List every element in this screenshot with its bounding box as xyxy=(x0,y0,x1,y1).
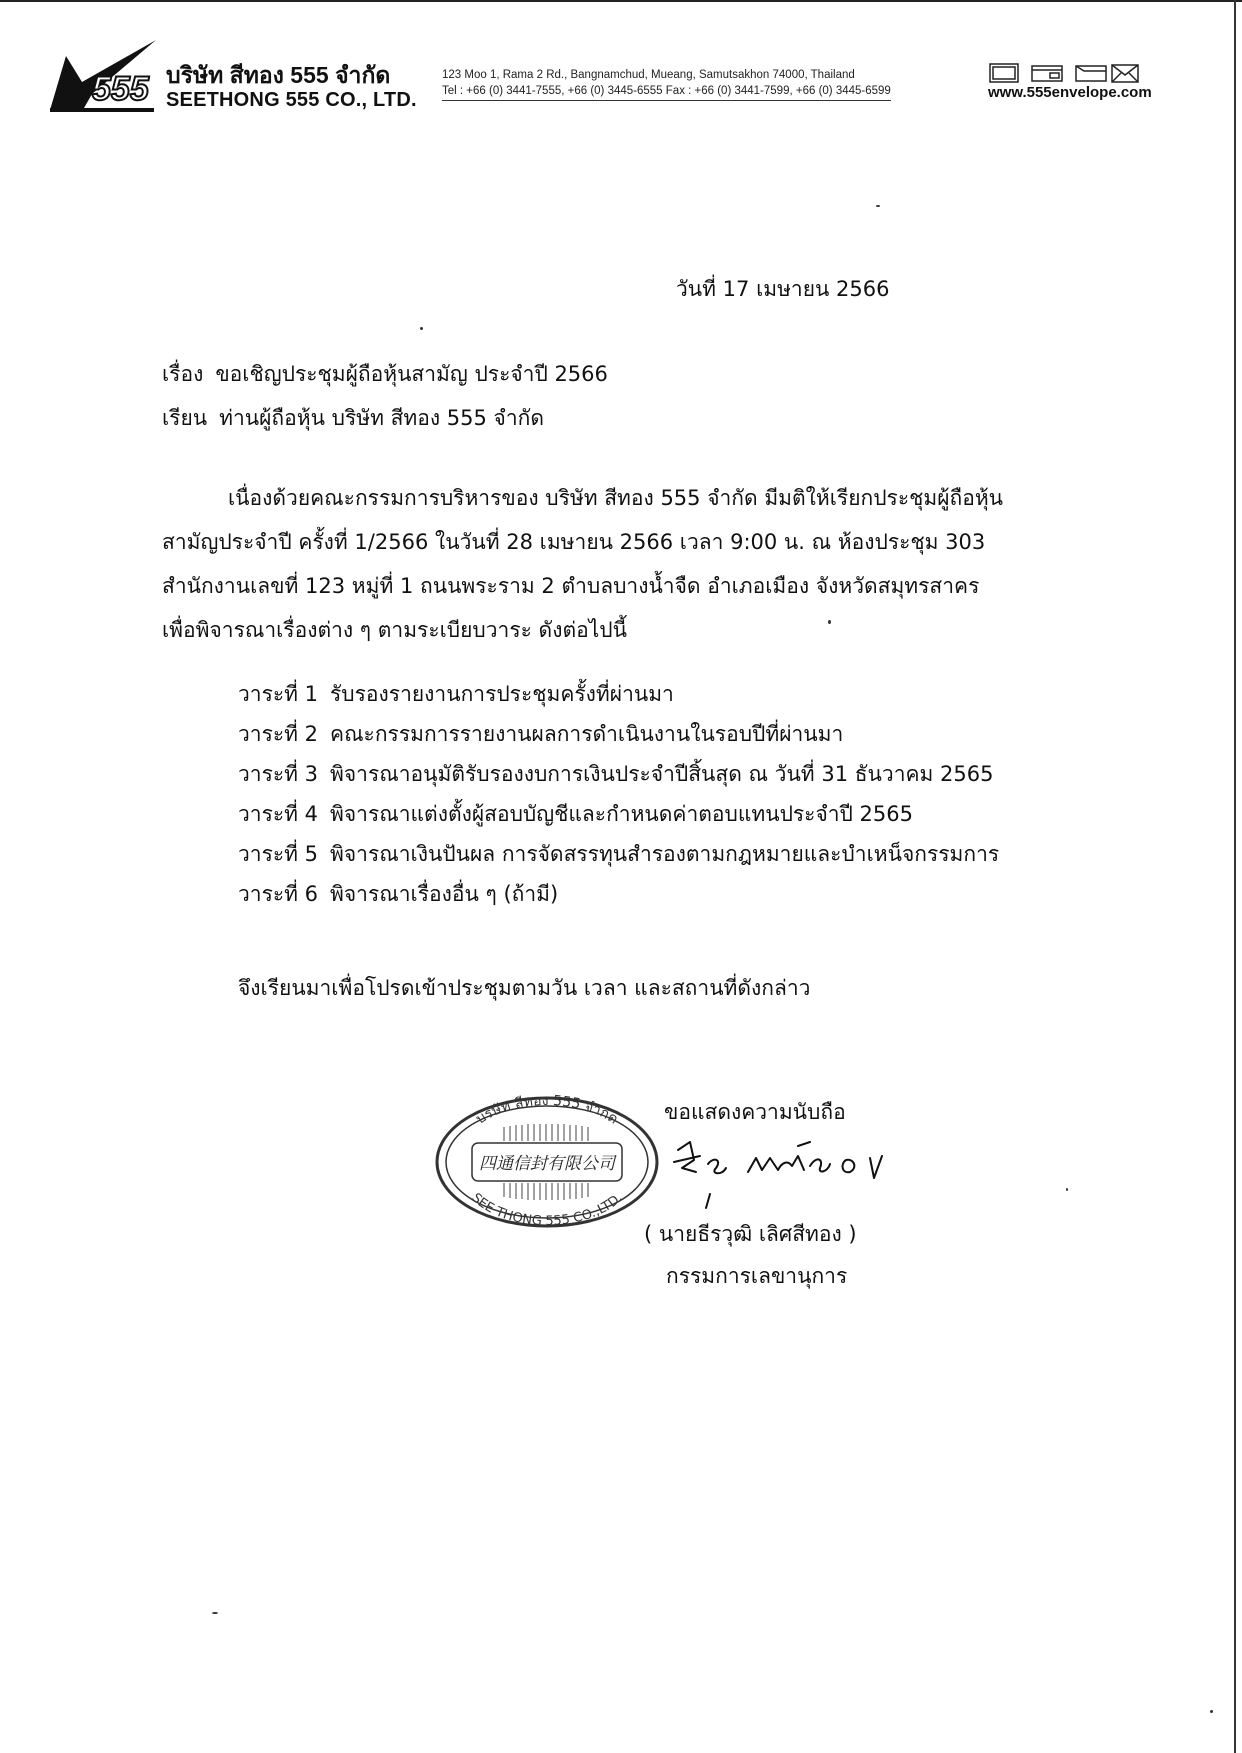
seal-text-english: SEE THONG 555 CO.,LTD. xyxy=(468,1190,626,1230)
agenda-text: พิจารณาเรื่องอื่น ๆ (ถ้ามี) xyxy=(330,882,559,906)
envelope-outline-icon xyxy=(990,64,1018,82)
subject-label: เรื่อง xyxy=(162,362,204,386)
svg-text:บริษัท สีทอง 555 จำกัด xyxy=(473,1093,621,1128)
paragraph-line: สามัญประจำปี ครั้งที่ 1/2566 ในวันที่ 28 เมษายน 2566 เวลา 9:00 น. ณ ห้องประชุม 303 xyxy=(162,530,986,554)
agenda-number: วาระที่ 2 xyxy=(238,722,319,746)
agenda-item xyxy=(238,798,913,831)
agenda-number: วาระที่ 3 xyxy=(238,762,319,786)
scan-speck xyxy=(1210,1710,1213,1713)
envelope-icons xyxy=(988,61,1140,85)
agenda-number: วาระที่ 1 xyxy=(238,682,319,706)
agenda-item xyxy=(238,718,843,751)
agenda-item xyxy=(238,758,994,791)
svg-text:SEE THONG 555 CO.,LTD. xyxy=(468,1191,625,1229)
scan-speck xyxy=(212,1612,218,1614)
seal-text-chinese: 四通信封有限公司 xyxy=(479,1154,615,1174)
signer-name: ( นายธีรวุฒิ เลิศสีทอง ) xyxy=(644,1222,857,1246)
agenda-text: คณะกรรมการรายงานผลการดำเนินงานในรอบปีที่ผ่านมา xyxy=(330,722,844,746)
agenda-item xyxy=(238,878,558,911)
regards-text: ขอแสดงความนับถือ xyxy=(664,1100,846,1124)
signer-position: กรรมการเลขานุการ xyxy=(666,1264,848,1288)
letter-date: วันที่ 17 เมษายน 2566 xyxy=(676,277,890,301)
scan-speck xyxy=(1066,1188,1068,1191)
envelope-flap-icon xyxy=(1076,66,1106,81)
paragraph-line: เพื่อพิจารณาเรื่องต่าง ๆ ตามระเบียบวาระ ดังต่อไปนี้ xyxy=(162,618,627,642)
paragraph-line: เนื่องด้วยคณะกรรมการบริหารของ บริษัท สีทอง 555 จำกัด มีมติให้เรียกประชุมผู้ถือหุ้น xyxy=(228,486,1004,510)
agenda-number: วาระที่ 6 xyxy=(238,882,319,906)
scan-edge-top xyxy=(0,0,1242,2)
agenda-text: พิจารณาเงินปันผล การจัดสรรทุนสำรองตามกฎหมายและบำเหน็จกรรมการ xyxy=(330,842,1000,866)
envelope-mail-icon xyxy=(1112,65,1138,82)
company-contact xyxy=(442,67,975,101)
envelope-window-icon xyxy=(1032,66,1062,81)
company-phone-fax: Tel : +66 (0) 3441-7555, +66 (0) 3445-6555 Fax : +66 (0) 3441-7599, +66 (0) 3445-6599 xyxy=(442,83,891,101)
salutation-text: ท่านผู้ถือหุ้น บริษัท สีทอง 555 จำกัด xyxy=(219,406,544,430)
scan-speck xyxy=(876,205,880,207)
agenda-number: วาระที่ 5 xyxy=(238,842,319,866)
letter-subject xyxy=(162,358,608,391)
svg-text:555: 555 xyxy=(92,70,149,108)
company-name xyxy=(166,62,417,112)
scan-speck xyxy=(828,620,831,624)
company-logo xyxy=(48,38,160,114)
paragraph-line: สำนักงานเลขที่ 123 หมู่ที่ 1 ถนนพระราม 2 ตำบลบางน้ำจืด อำเภอเมือง จังหวัดสมุทรสาคร xyxy=(162,574,980,598)
seal-text-thai: บริษัท สีทอง 555 จำกัด xyxy=(473,1093,621,1128)
agenda-text: พิจารณาอนุมัติรับรองงบการเงินประจำปีสิ้นสุด ณ วันที่ 31 ธันวาคม 2565 xyxy=(330,762,994,786)
company-website: www.555envelope.com xyxy=(988,84,1152,101)
company-name-thai: บริษัท สีทอง 555 จำกัด xyxy=(166,62,391,88)
subject-text: ขอเชิญประชุมผู้ถือหุ้นสามัญ ประจำปี 2566 xyxy=(215,362,608,386)
agenda-number: วาระที่ 4 xyxy=(238,802,319,826)
closing-sentence: จึงเรียนมาเพื่อโปรดเข้าประชุมตามวัน เวลา และสถานที่ดังกล่าว xyxy=(238,976,811,1000)
company-address: 123 Moo 1, Rama 2 Rd., Bangnamchud, Mueang, Samutsakhon 74000, Thailand xyxy=(442,69,855,81)
company-name-english: SEETHONG 555 CO., LTD. xyxy=(166,89,417,111)
agenda-text: พิจารณาแต่งตั้งผู้สอบบัญชีและกำหนดค่าตอบแทนประจำปี 2565 xyxy=(330,802,913,826)
agenda-text: รับรองรายงานการประชุมครั้งที่ผ่านมา xyxy=(330,682,674,706)
agenda-item xyxy=(238,838,999,871)
scan-edge-right xyxy=(1234,0,1236,1753)
handwritten-signature xyxy=(670,1138,900,1210)
salutation-label: เรียน xyxy=(162,406,208,430)
agenda-item xyxy=(238,678,674,711)
letter-salutation xyxy=(162,402,544,435)
scan-speck xyxy=(420,327,423,330)
company-seal-stamp xyxy=(432,1093,662,1231)
